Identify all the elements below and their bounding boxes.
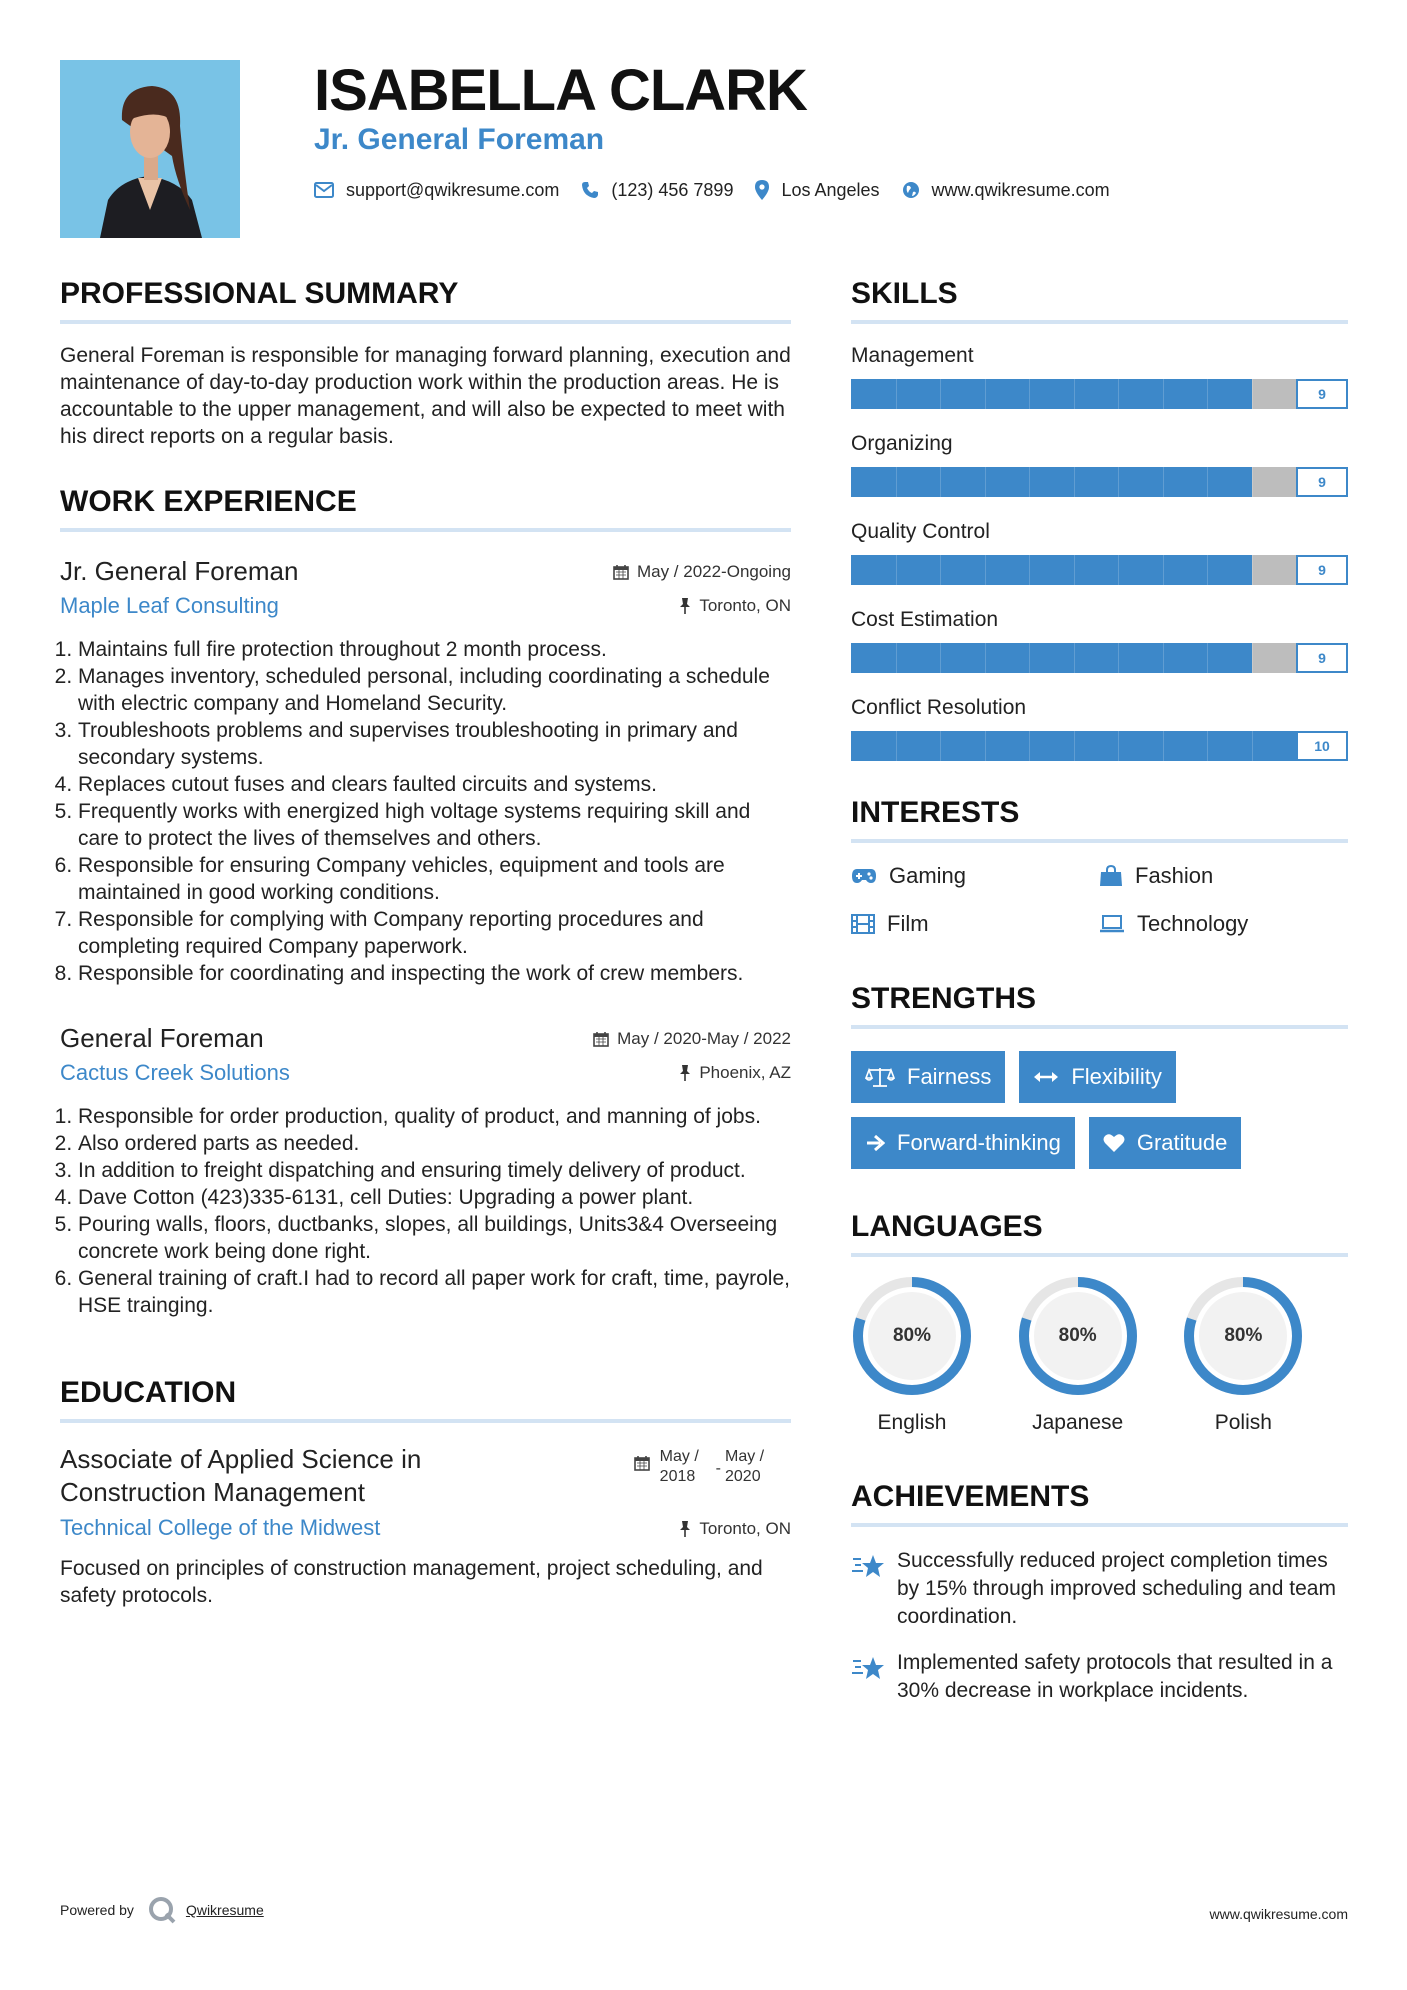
skill-bar-segment	[1207, 467, 1208, 497]
edu-start-year: 2018	[659, 1468, 696, 1485]
skill-bar-segment	[985, 379, 986, 409]
pushpin-icon	[679, 1065, 691, 1081]
calendar-icon	[593, 1031, 609, 1047]
job-company: Cactus Creek Solutions	[60, 1060, 290, 1085]
gamepad-icon	[851, 868, 877, 884]
strength-badge	[1089, 1117, 1242, 1169]
strength-label: Forward-thinking	[897, 1130, 1061, 1155]
envelope-icon	[314, 182, 334, 198]
skill-bar-segment	[1029, 731, 1030, 761]
skill-bar	[851, 731, 1348, 761]
skill-bar-segment	[1029, 555, 1030, 585]
skill-name: Conflict Resolution	[851, 696, 1027, 719]
left-column	[60, 276, 791, 1609]
powered-by-text: Powered by	[60, 1902, 134, 1918]
achievement-text: Successfully reduced project completion times by 15% through improved scheduling and team coordination.	[897, 1549, 1336, 1628]
job-dates-text: May / 2022-Ongoing	[636, 562, 791, 581]
job-entry-2	[60, 1021, 791, 1319]
skill-bar-segment	[896, 731, 897, 761]
contact-phone-text: (123) 456 7899	[611, 179, 734, 200]
skill-bar	[851, 643, 1348, 673]
list-item: 5. Pouring walls, floors, ductbanks, slopes, all buildings, Units3&4 Overseeing concrete work being done right.	[78, 1211, 791, 1265]
language-item	[1182, 1275, 1348, 1435]
list-item: 2. Also ordered parts as needed.	[78, 1130, 791, 1157]
strength-label: Fairness	[907, 1064, 992, 1089]
skill-bar-fill	[851, 643, 1252, 673]
list-item: 6. Responsible for ensuring Company vehicles, equipment and tools are maintained in good working conditions.	[78, 852, 791, 906]
language-name: English	[877, 1411, 947, 1434]
edu-description: Focused on principles of construction management, project scheduling, and safety protocols.	[60, 1557, 763, 1607]
skill-bar-segment	[1163, 555, 1164, 585]
summary-heading: PROFESSIONAL SUMMARY	[60, 276, 791, 324]
skill-bar-segment	[1074, 555, 1075, 585]
skill-item	[851, 342, 1348, 409]
skill-item	[851, 518, 1348, 585]
skill-bar-segment	[1163, 731, 1164, 761]
strengths-list	[851, 1051, 1348, 1183]
skill-bar-segment	[940, 555, 941, 585]
skill-name: Management	[851, 344, 974, 367]
skill-bar-segment	[1074, 731, 1075, 761]
strength-badge	[851, 1117, 1075, 1169]
skill-bar-segment	[1252, 555, 1253, 585]
qwikresume-logo-icon	[148, 1896, 176, 1924]
skill-bar-segment	[1163, 379, 1164, 409]
skill-name: Quality Control	[851, 520, 990, 543]
interest-item	[851, 911, 1099, 937]
calendar-icon	[613, 564, 629, 580]
skill-bar-segment	[1074, 379, 1075, 409]
list-item: 1. Responsible for order production, quality of product, and manning of jobs.	[78, 1103, 791, 1130]
skill-bar-segment	[1252, 643, 1253, 673]
achievement-item	[851, 1649, 1348, 1705]
skill-bar-fill	[851, 731, 1348, 761]
skill-bar-segment	[940, 379, 941, 409]
person-portrait-icon	[60, 60, 240, 238]
languages-list	[851, 1275, 1348, 1435]
strengths-heading: STRENGTHS	[851, 981, 1348, 1029]
language-name: Polish	[1214, 1411, 1272, 1434]
experience-heading: WORK EXPERIENCE	[60, 484, 791, 532]
skill-bar-segment	[1074, 643, 1075, 673]
interest-label: Film	[887, 911, 929, 936]
job-duties-list	[60, 1103, 791, 1319]
language-percent: 80%	[1224, 1325, 1263, 1346]
job-location-text: Toronto, ON	[699, 596, 791, 615]
skill-bar-segment	[896, 555, 897, 585]
list-item: 8. Responsible for coordinating and inspecting the work of crew members.	[78, 960, 791, 987]
film-icon	[851, 914, 875, 934]
strength-label: Flexibility	[1071, 1064, 1162, 1089]
skill-value: 9	[1296, 467, 1348, 497]
right-column	[851, 276, 1348, 1705]
achievements-heading: ACHIEVEMENTS	[851, 1479, 1348, 1527]
skill-bar-segment	[1252, 731, 1253, 761]
language-percent: 80%	[892, 1325, 932, 1346]
arrows-horizontal-icon	[1033, 1070, 1059, 1084]
job-title: General Foreman	[60, 1023, 264, 1053]
language-name: Japanese	[1032, 1411, 1124, 1434]
skill-bar-segment	[1118, 731, 1119, 761]
skill-bar-segment	[1029, 643, 1030, 673]
heart-icon	[1103, 1133, 1125, 1153]
education-heading: EDUCATION	[60, 1375, 791, 1423]
contact-email-text: support@qwikresume.com	[346, 179, 560, 200]
skill-bar-segment	[1207, 555, 1208, 585]
interest-item	[1099, 863, 1347, 889]
contact-email[interactable]	[314, 180, 559, 201]
profile-photo	[60, 60, 240, 238]
achievement-text: Implemented safety protocols that resulted in a 30% decrease in workplace incidents.	[897, 1651, 1333, 1702]
contact-website[interactable]	[902, 180, 1110, 201]
language-percent: 80%	[1058, 1325, 1097, 1346]
skill-bar-fill	[851, 467, 1252, 497]
interest-item	[851, 863, 1099, 889]
job-duties-list	[60, 636, 791, 987]
skill-bar-segment	[896, 643, 897, 673]
skill-bar-segment	[1118, 643, 1119, 673]
job-location-text: Phoenix, AZ	[699, 1063, 791, 1082]
skill-bar-segment	[985, 643, 986, 673]
contact-location	[755, 180, 879, 201]
footer-site[interactable]: www.qwikresume.com	[1209, 1906, 1348, 1922]
skill-bar-segment	[896, 379, 897, 409]
job-dates	[613, 562, 791, 582]
job-location	[679, 1063, 791, 1083]
skill-bar-segment	[1163, 467, 1164, 497]
interest-label: Gaming	[889, 863, 967, 888]
skill-bar-segment	[1207, 643, 1208, 673]
strength-badge	[851, 1051, 1005, 1103]
skill-bar-segment	[940, 731, 941, 761]
contact-website-text: www.qwikresume.com	[931, 179, 1110, 200]
job-title: Jr. General Foreman	[60, 556, 299, 586]
skill-bar	[851, 379, 1348, 409]
contact-bar	[314, 176, 1132, 204]
skill-bar-segment	[985, 467, 986, 497]
job-entry-1	[60, 554, 791, 987]
skill-bar-segment	[1118, 379, 1119, 409]
job-location	[679, 596, 791, 616]
shopping-bag-icon	[1099, 865, 1123, 887]
skills-heading: SKILLS	[851, 276, 1348, 324]
strength-badge	[1019, 1051, 1175, 1103]
skill-bar-segment	[985, 555, 986, 585]
list-item: 6. General training of craft.I had to record all paper work for craft, time, payrole, HSE trainging.	[78, 1265, 791, 1319]
edu-location-text: Toronto, ON	[699, 1519, 791, 1538]
list-item: 2. Manages inventory, scheduled personal, including coordinating a schedule with electric company and Homeland Security.	[78, 663, 791, 717]
skill-bar-segment	[1207, 731, 1208, 761]
job-dates-text: May / 2020-May / 2022	[617, 1029, 791, 1048]
skill-bar-segment	[985, 731, 986, 761]
edu-end-month: May /	[725, 1448, 765, 1465]
edu-end-year: 2020	[725, 1468, 761, 1485]
skill-bar-segment	[1252, 379, 1253, 409]
edu-location	[679, 1519, 791, 1539]
list-item: 4. Dave Cotton (423)335-6131, cell Duties: Upgrading a power plant.	[78, 1184, 791, 1211]
pushpin-icon	[679, 598, 691, 614]
skill-bar-segment	[1029, 467, 1030, 497]
skill-bar	[851, 555, 1348, 585]
skill-bar-segment	[896, 467, 897, 497]
skill-bar-fill	[851, 555, 1252, 585]
contact-phone[interactable]	[581, 180, 733, 201]
skill-value: 9	[1296, 555, 1348, 585]
skill-bar-segment	[1118, 555, 1119, 585]
interest-item	[1099, 911, 1347, 937]
candidate-title: Jr. General Foreman	[314, 123, 605, 156]
skill-bar-segment	[1252, 467, 1253, 497]
map-marker-icon	[755, 180, 769, 200]
edu-dates	[634, 1447, 777, 1487]
balance-scale-icon	[865, 1066, 895, 1088]
footer-brand-link[interactable]: Qwikresume	[185, 1902, 264, 1918]
job-dates	[593, 1029, 791, 1049]
list-item: 4. Replaces cutout fuses and clears faulted circuits and systems.	[78, 771, 791, 798]
achievement-item	[851, 1547, 1348, 1631]
skill-bar-segment	[1207, 379, 1208, 409]
list-item: 1. Maintains full fire protection throughout 2 month process.	[78, 636, 791, 663]
skill-bar-fill	[851, 379, 1252, 409]
interests-list	[851, 863, 1348, 937]
phone-icon	[581, 181, 599, 199]
language-item	[851, 1275, 1017, 1435]
languages-heading: LANGUAGES	[851, 1209, 1348, 1257]
education-entry	[60, 1443, 791, 1549]
list-item: 3. In addition to freight dispatching and ensuring timely delivery of product.	[78, 1157, 791, 1184]
skill-bar-segment	[1163, 643, 1164, 673]
edu-degree: Associate of Applied Science in Construction Management	[60, 1444, 422, 1507]
skill-value: 9	[1296, 643, 1348, 673]
list-item: 3. Troubleshoots problems and supervises troubleshooting in primary and secondary systems.	[78, 717, 791, 771]
laptop-icon	[1099, 915, 1125, 933]
skill-bar-segment	[1118, 467, 1119, 497]
skill-bar-segment	[940, 643, 941, 673]
footer-powered-by	[60, 1896, 264, 1924]
skill-item	[851, 606, 1348, 673]
skills-list	[851, 342, 1348, 761]
calendar-icon	[634, 1455, 650, 1471]
contact-location-text: Los Angeles	[781, 179, 880, 200]
language-item	[1017, 1275, 1183, 1435]
interest-label: Fashion	[1135, 863, 1214, 888]
skill-item	[851, 430, 1348, 497]
skill-bar	[851, 467, 1348, 497]
summary-text: General Foreman is responsible for managing forward planning, execution and maintenance of day-to-day production work within the production areas. He is accountable to the upper management, and will also be expected to meet with his direct reports on a regular basis.	[60, 344, 791, 448]
list-item: 5. Frequently works with energized high voltage systems requiring skill and care to protect the lives of themselves and others.	[78, 798, 791, 852]
strength-label: Gratitude	[1136, 1130, 1228, 1155]
skill-item	[851, 694, 1348, 761]
job-company: Maple Leaf Consulting	[60, 593, 279, 618]
skill-bar-segment	[1074, 467, 1075, 497]
arrow-right-icon	[865, 1133, 885, 1153]
skill-bar-segment	[940, 467, 941, 497]
candidate-name: ISABELLA CLARK	[314, 58, 807, 123]
shooting-star-icon	[851, 1653, 885, 1683]
interests-heading: INTERESTS	[851, 795, 1348, 843]
shooting-star-icon	[851, 1551, 885, 1581]
skill-name: Cost Estimation	[851, 608, 999, 631]
interest-label: Technology	[1137, 911, 1249, 936]
pushpin-icon	[679, 1521, 691, 1537]
skill-value: 10	[1296, 731, 1348, 761]
edu-start-month: May /	[659, 1448, 699, 1465]
skill-value: 9	[1296, 379, 1348, 409]
skill-bar-segment	[1029, 379, 1030, 409]
globe-icon	[902, 181, 920, 199]
edu-date-separator: -	[715, 1460, 721, 1477]
skill-name: Organizing	[851, 432, 953, 455]
edu-school: Technical College of the Midwest	[60, 1515, 381, 1540]
list-item: 7. Responsible for complying with Company reporting procedures and completing required Company paperwork.	[78, 906, 791, 960]
